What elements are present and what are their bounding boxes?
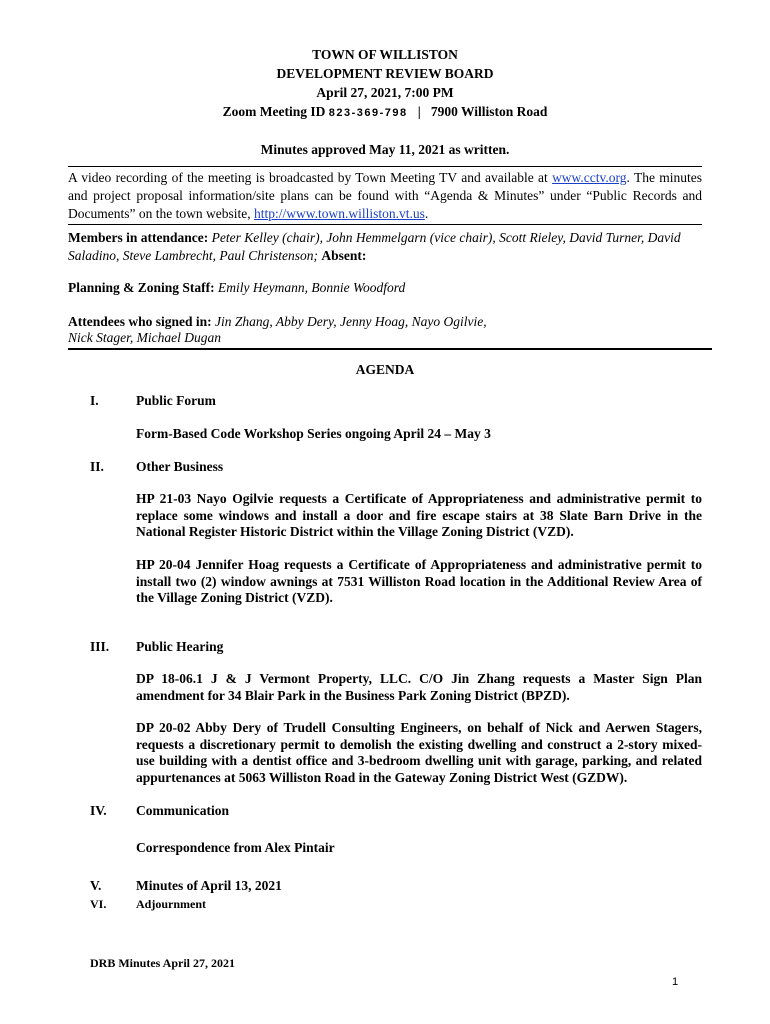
divider (68, 166, 702, 167)
section-number: I. (90, 393, 99, 408)
approval-note: Minutes approved May 11, 2021 as written. (260, 142, 510, 157)
absent-label: Absent: (321, 248, 367, 263)
agenda-title: AGENDA (355, 362, 415, 377)
town-title: TOWN OF WILLISTON (312, 47, 458, 62)
footer-title: DRB Minutes April 27, 2021 (90, 956, 236, 970)
section-number: V. (90, 878, 102, 893)
section-number: VI. (90, 897, 107, 911)
intro-text-1: A video recording of the meeting is broadcasted by Town Meeting TV and available at (68, 170, 553, 185)
board-title: DEVELOPMENT REVIEW BOARD (276, 66, 494, 81)
members-label: Members in attendance: (68, 230, 209, 245)
town-website-link[interactable]: http://www.town.williston.vt.us (253, 206, 425, 221)
attendees-list-2: Nick Stager, Michael Dugan (68, 330, 221, 345)
page-number: 1 (672, 976, 679, 988)
agenda-item-workshop: Form-Based Code Workshop Series ongoing April 24 – May 3 (136, 426, 491, 441)
intro-text-3: . (424, 206, 429, 221)
members-list: Peter Kelley (chair), John Hemmelgarn (vice chair), Scott Rieley, David Turner, David Saladino, Steve Lambrecht, Paul Christenson; (68, 230, 681, 263)
members-paragraph (68, 229, 702, 265)
attendees-list-1: Jin Zhang, Abby Dery, Jenny Hoag, Nayo Ogilvie, (215, 314, 487, 329)
section-title-other-business: Other Business (136, 459, 224, 474)
divider (68, 224, 702, 225)
section-number: III. (90, 639, 110, 654)
cctv-link[interactable]: www.cctv.org (552, 170, 627, 185)
agenda-item-hp-21-03: HP 21-03 Nayo Ogilvie requests a Certificate of Appropriateness and administrative permit to replace some windows and install a door and fire escape stairs at 38 Slate Barn Drive in the National Register Historic District within the Village Zoning District (VZD). (136, 491, 702, 539)
staff-list: Emily Heymann, Bonnie Woodford (218, 280, 406, 295)
agenda-item-dp-20-02: DP 20-02 Abby Dery of Trudell Consulting Engineers, on behalf of Nick and Aerwen Stagers, requests a discretionary permit to demolish the existing dwelling and construct a 2-story mixed-use building with a dentist office and 3-bedroom dwelling unit with garage, parking, and related appurtenances at 5063 Williston Road in the Gateway Zoning District West (GZDW). (136, 720, 702, 785)
zoom-id: 823-369-798 (328, 107, 408, 119)
agenda-item-dp-18-06-1: DP 18-06.1 J & J Vermont Property, LLC. C/O Jin Zhang requests a Master Sign Plan amendment for 34 Blair Park in the Business Park Zoning District (BPZD). (136, 671, 702, 703)
section-number: II. (90, 459, 104, 474)
meeting-location: 7900 Williston Road (430, 104, 548, 119)
intro-text-2: . The minutes and project proposal information/site plans can be found with “Agenda & Minutes” under “Public Records and Documents” on the town website, (68, 170, 702, 221)
section-number: IV. (90, 803, 107, 818)
attendees-label: Attendees who signed in: (68, 314, 212, 329)
agenda-item-hp-20-04: HP 20-04 Jennifer Hoag requests a Certificate of Appropriateness and administrative permit to install two (2) window awnings at 7531 Williston Road location in the Additional Review Area of the Village Zoning District (VZD). (136, 557, 702, 605)
staff-label: Planning & Zoning Staff: (68, 280, 215, 295)
zoom-location-line (0, 104, 770, 120)
section-title-public-forum: Public Forum (136, 393, 216, 408)
divider (68, 348, 712, 350)
intro-paragraph (68, 169, 702, 223)
staff-line (68, 279, 702, 297)
agenda-item-correspondence: Correspondence from Alex Pintair (136, 840, 335, 855)
separator: | (417, 104, 421, 119)
section-title-adjournment: Adjournment (136, 897, 207, 911)
section-title-public-hearing: Public Hearing (136, 639, 224, 654)
section-title-communication: Communication (136, 803, 230, 818)
meeting-datetime: April 27, 2021, 7:00 PM (316, 85, 454, 100)
section-title-minutes: Minutes of April 13, 2021 (136, 878, 282, 893)
zoom-label: Zoom Meeting ID (222, 104, 326, 119)
